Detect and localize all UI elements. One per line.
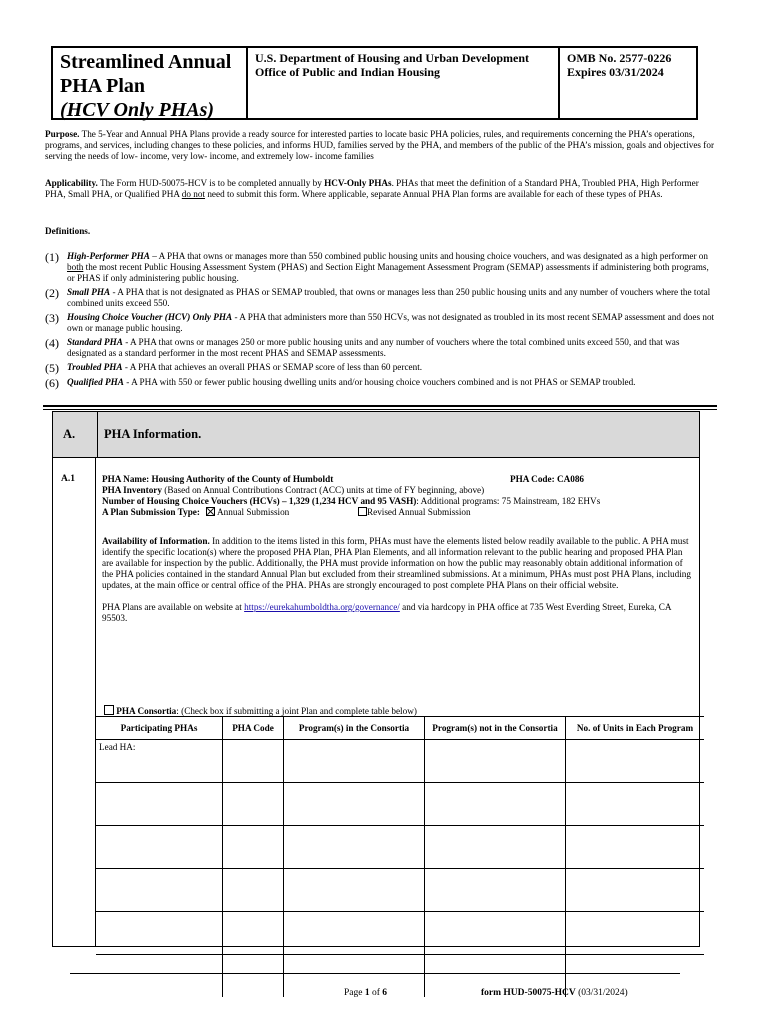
pha-code-label: PHA Code	[510, 474, 552, 484]
purpose-label: Purpose.	[45, 129, 80, 139]
availability-paragraph	[102, 536, 692, 591]
revised-submission-checkbox[interactable]	[358, 507, 367, 516]
table-cell[interactable]	[223, 783, 284, 826]
pha-info-lines	[102, 474, 692, 624]
definition-number: (4)	[45, 336, 59, 350]
col-units: No. of Units in Each Program	[566, 717, 705, 740]
section-a-body	[53, 458, 699, 947]
table-cell[interactable]	[425, 826, 566, 869]
definition-text: - A PHA with 550 or fewer public housing dwelling units and/or housing choice vouchers combined and is not PHAS or SEMAP troubled.	[123, 377, 636, 387]
vouchers-label: Number of Housing Choice Vouchers (HCVs) – 1,329 (1,234 HCV and 95 VASH)	[102, 496, 417, 506]
section-a-header	[53, 412, 699, 458]
table-cell[interactable]	[223, 740, 284, 783]
table-cell[interactable]	[284, 740, 425, 783]
consortia-checkbox[interactable]	[104, 705, 114, 715]
inventory-line	[102, 485, 692, 496]
table-cell[interactable]	[96, 955, 223, 998]
vouchers-line	[102, 496, 692, 507]
dept-line-1: U.S. Department of Housing and Urban Development	[255, 51, 530, 65]
page-current: 1	[364, 988, 370, 998]
revised-submission	[358, 507, 471, 518]
website-text-post: and via hardcopy in PHA office at 735 West Everding Street, Eureka, CA 95503.	[102, 602, 672, 623]
website-paragraph	[102, 602, 692, 624]
header-table	[51, 46, 698, 120]
col-pha-code: PHA Code	[223, 717, 284, 740]
consortia-label: PHA Consortia	[116, 706, 177, 716]
table-cell[interactable]	[223, 955, 284, 998]
page-mid: of	[369, 988, 383, 998]
revised-submission-label: Revised Annual Submission	[367, 507, 471, 517]
pha-name-label: PHA Name	[102, 474, 147, 484]
inventory-text: (Based on Annual Contributions Contract (ACC) units at time of FY beginning, above)	[161, 485, 485, 495]
consortia-table	[96, 716, 704, 997]
table-row	[96, 826, 704, 869]
table-cell[interactable]	[96, 912, 223, 955]
governance-link[interactable]: https://eurekahumboldtha.org/governance/	[244, 602, 400, 612]
table-cell[interactable]	[284, 783, 425, 826]
pha-name-line	[102, 474, 692, 485]
definition-number: (1)	[45, 250, 59, 264]
footer-rule	[70, 973, 680, 974]
table-row	[96, 740, 704, 783]
definition-item	[45, 377, 717, 389]
table-cell[interactable]	[284, 869, 425, 912]
definition-text: - A PHA that administers more than 550 HCVs, was not designated as troubled in its most recent SEMAP assessment and does not own or manage public housing.	[67, 312, 715, 333]
form-title	[53, 48, 248, 121]
definition-text: – A PHA that owns or manages more than 550 combined public housing units and housing choice vouchers, and was designated as a high performer on	[149, 251, 708, 261]
col-programs-in: Program(s) in the Consortia	[284, 717, 425, 740]
table-cell[interactable]	[425, 740, 566, 783]
submission-type-line	[102, 507, 692, 518]
inventory-label: PHA Inventory	[102, 485, 162, 495]
definition-text: - A PHA that is not designated as PHAS or SEMAP troubled, that owns or manages less than 250 public housing units and any number of vouchers where the total combined units exceed 550.	[67, 287, 711, 308]
page-number	[344, 988, 387, 998]
table-cell[interactable]	[96, 869, 223, 912]
form-identifier	[481, 988, 628, 998]
consortia-text: : (Check box if submitting a joint Plan and complete table below)	[176, 706, 417, 716]
table-cell[interactable]	[223, 826, 284, 869]
col-programs-not-in: Program(s) not in the Consortia	[425, 717, 566, 740]
definition-text-post: the most recent Public Housing Assessment System (PHAS) and Section Eight Management Assessment Program (SEMAP) assessments if administering both programs, or PHAS if only administering public housing.	[67, 262, 709, 283]
table-cell[interactable]	[566, 826, 705, 869]
definition-item	[45, 362, 717, 374]
table-cell[interactable]	[223, 912, 284, 955]
table-cell[interactable]	[566, 783, 705, 826]
definition-underline: both	[67, 262, 84, 272]
definition-term: High-Performer PHA	[67, 251, 150, 261]
pha-code	[510, 474, 584, 485]
pha-code-value: : CA086	[551, 474, 585, 484]
definitions-list	[45, 251, 717, 392]
definition-term: Small PHA	[67, 287, 111, 297]
title-line-1: Streamlined Annual	[60, 51, 232, 73]
table-cell[interactable]	[284, 912, 425, 955]
section-letter: A.	[53, 412, 98, 457]
lead-ha-cell[interactable]	[96, 740, 223, 783]
definition-text: - A PHA that achieves an overall PHAS or SEMAP score of less than 60 percent.	[122, 362, 423, 372]
table-row	[96, 912, 704, 955]
applicability-label: Applicability.	[45, 178, 98, 188]
table-row	[96, 869, 704, 912]
omb-expiry: Expires 03/31/2024	[567, 65, 664, 79]
applicability-text-1: The Form HUD-50075-HCV is to be completed annually by	[97, 178, 325, 188]
table-header-row	[96, 717, 704, 740]
annual-submission-label: Annual Submission	[217, 507, 290, 517]
title-line-3: (HCV Only PHAs)	[60, 99, 215, 121]
section-divider-thin	[43, 409, 717, 410]
submission-type-label: A Plan Submission Type:	[102, 507, 200, 517]
definition-number: (2)	[45, 286, 59, 300]
lead-ha-label: Lead HA:	[99, 742, 136, 752]
table-cell[interactable]	[223, 869, 284, 912]
section-divider	[43, 405, 717, 407]
form-date: (03/31/2024)	[575, 988, 628, 998]
applicability-underline: do not	[181, 189, 206, 199]
col-participating-phas: Participating PHAs	[96, 717, 223, 740]
a1-content	[96, 458, 699, 947]
definition-item	[45, 337, 717, 359]
table-cell[interactable]	[96, 826, 223, 869]
definition-term: Qualified PHA	[67, 377, 124, 387]
row-label: A.1	[53, 458, 96, 947]
section-a	[52, 411, 700, 947]
pha-name-value: : Housing Authority of the County of Humboldt	[146, 474, 334, 484]
section-title: PHA Information.	[104, 427, 202, 441]
definition-text: - A PHA that owns or manages 250 or more public housing units and any number of vouchers where the total combined units exceed 550, and that was designated as a standard performer in the most recent PHAS and SEMAP assessments.	[67, 337, 680, 358]
table-cell[interactable]	[425, 783, 566, 826]
definition-item	[45, 287, 717, 309]
definition-number: (6)	[45, 376, 59, 390]
omb-info	[560, 48, 696, 118]
title-line-2: PHA Plan	[60, 75, 146, 97]
definition-item	[45, 251, 717, 284]
applicability-paragraph	[45, 178, 715, 200]
table-cell[interactable]	[566, 869, 705, 912]
definition-term: Standard PHA	[67, 337, 123, 347]
department	[248, 48, 560, 118]
applicability-text-2: . PHAs that meet the definition of a Standard PHA, Troubled PHA, High Performer PHA, Small PHA, or Qualified PHA	[45, 178, 699, 199]
purpose-text: The 5-Year and Annual PHA Plans provide a ready source for interested parties to locate basic PHA policies, rules, and requirements concerning the PHA’s operations, programs, and services, including changes to these policies, and informs HUD, families served by the PHA, and members of the public of the PHA’s mission, goals and objectives for serving the needs of low- income, very low- income, and extremely low- income families	[45, 129, 715, 161]
availability-label: Availability of Information.	[102, 536, 210, 546]
table-cell[interactable]	[566, 740, 705, 783]
vouchers-text: : Additional programs: 75 Mainstream, 182 EHVs	[416, 496, 601, 506]
table-cell[interactable]	[96, 783, 223, 826]
website-text-pre: PHA Plans are available on website at	[102, 602, 245, 612]
annual-submission-checkbox[interactable]	[206, 507, 215, 516]
dept-line-2: Office of Public and Indian Housing	[255, 65, 441, 79]
purpose-paragraph	[45, 129, 715, 162]
table-row	[96, 783, 704, 826]
page-total: 6	[382, 988, 388, 998]
definition-term: Troubled PHA	[67, 362, 123, 372]
table-cell[interactable]	[425, 912, 566, 955]
table-cell[interactable]	[425, 869, 566, 912]
definitions-label: Definitions.	[45, 226, 91, 236]
availability-text: In addition to the items listed in this form, PHAs must have the elements listed below readily available to the public. A PHA must identify the specific location(s) where the proposed PHA Plan, PHA Plan Elements, and all information relevant to the public hearing and proposed PHA Plan are available for inspection by the public. Additionally, the PHA must provide information on how the public may reasonably obtain additional information of the PHA policies contained in the standard Annual Plan but excluded from their streamlined submissions. At a minimum, PHAs must post PHA Plans, including updates, at the main office or central office of the PHA. PHAs are strongly encouraged to post complete PHA Plans on their official website.	[102, 536, 691, 590]
table-cell[interactable]	[566, 912, 705, 955]
omb-number: OMB No. 2577-0226	[567, 51, 672, 65]
definition-number: (5)	[45, 361, 59, 375]
page-pre: Page	[344, 988, 365, 998]
definitions-heading	[45, 226, 715, 237]
table-cell[interactable]	[284, 826, 425, 869]
form-name: form HUD-50075-HCV	[481, 988, 576, 998]
applicability-bold: HCV-Only PHAs	[324, 178, 392, 188]
definition-term: Housing Choice Voucher (HCV) Only PHA	[67, 312, 233, 322]
definition-item	[45, 312, 717, 334]
applicability-text-3: need to submit this form. Where applicable, separate Annual PHA Plan forms are available for each of these types of PHAs.	[205, 189, 663, 199]
definition-number: (3)	[45, 311, 59, 325]
